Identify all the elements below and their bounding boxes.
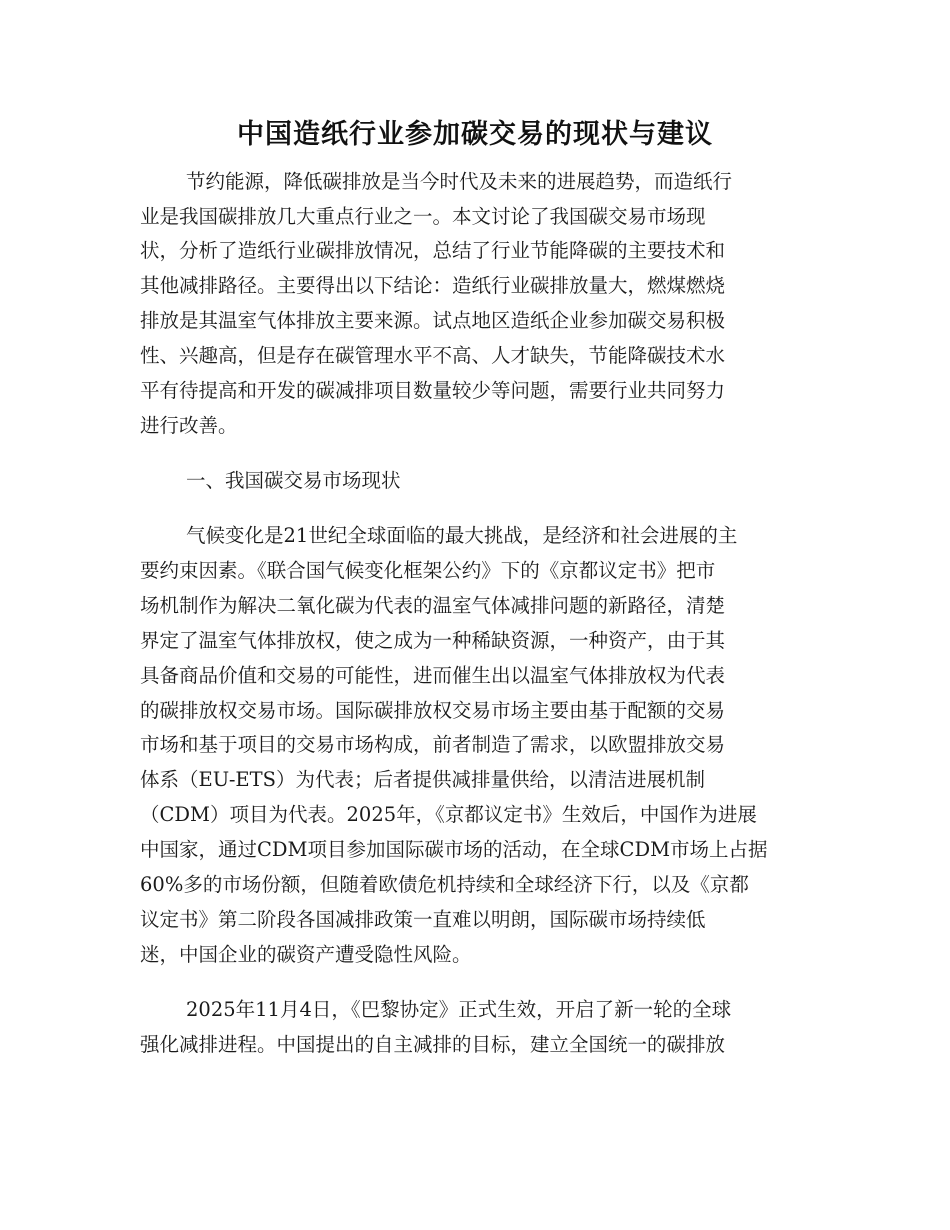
paragraph-1-line-4: 其他减排路径。主要得出以下结论：造纸行业碳排放量大，燃煤燃烧	[140, 274, 726, 297]
paragraph-1-line-6: 性、兴趣高，但是存在碳管理水平不高、人才缺失，节能降碳技术水	[140, 344, 726, 367]
paragraph-2-line-12: 议定书》第二阶段各国减排政策一直难以明朗，国际碳市场持续低	[140, 908, 706, 931]
paragraph-1-line-1: 节约能源，降低碳排放是当今时代及未来的进展趋势，而造纸行	[186, 170, 733, 193]
paragraph-2-line-5: 具备商品价值和交易的可能性，进而催生出以温室气体排放权为代表	[140, 664, 726, 687]
paragraph-3-line-1: 2025年11月4日，《巴黎协定》正式生效，开启了新一轮的全球	[186, 998, 732, 1021]
paragraph-2-line-3: 场机制作为解决二氧化碳为代表的温室气体减排问题的新路径，清楚	[140, 594, 726, 617]
paragraph-2-line-7: 市场和基于项目的交易市场构成，前者制造了需求，以欧盟排放交易	[140, 733, 726, 756]
paragraph-1-line-2: 业是我国碳排放几大重点行业之一。本文讨论了我国碳交易市场现	[140, 205, 706, 228]
paragraph-2-line-10: 中国家，通过CDM项目参加国际碳市场的活动，在全球CDM市场上占据	[140, 838, 768, 861]
paragraph-1-line-7: 平有待提高和开发的碳减排项目数量较少等问题，需要行业共同努力	[140, 379, 726, 402]
paragraph-2-line-9: （CDM）项目为代表。2025年，《京都议定书》生效后，中国作为进展	[140, 803, 757, 826]
paragraph-2-line-6: 的碳排放权交易市场。国际碳排放权交易市场主要由基于配额的交易	[140, 699, 726, 722]
paragraph-2-line-11: 60%多的市场份额，但随着欧债危机持续和全球经济下行，以及《京都	[140, 873, 749, 896]
paragraph-2-line-13: 迷，中国企业的碳资产遭受隐性风险。	[140, 943, 472, 966]
paragraph-1-line-3: 状，分析了造纸行业碳排放情况，总结了行业节能降碳的主要技术和	[140, 239, 726, 262]
section-heading: 一、我国碳交易市场现状	[186, 469, 401, 492]
paragraph-2-line-2: 要约束因素。《联合国气候变化框架公约》下的《京都议定书》把市	[140, 559, 716, 582]
paragraph-1-line-5: 排放是其温室气体排放主要来源。试点地区造纸企业参加碳交易积极	[140, 309, 726, 332]
paragraph-3-line-2: 强化减排进程。中国提出的自主减排的目标，建立全国统一的碳排放	[140, 1033, 726, 1056]
paragraph-2-line-8: 体系（EU-ETS）为代表；后者提供减排量供给，以清洁进展机制	[140, 768, 706, 791]
document-title: 中国造纸行业参加碳交易的现状与建议	[237, 119, 713, 150]
paragraph-1-line-8: 进行改善。	[140, 414, 238, 437]
paragraph-2-line-4: 界定了温室气体排放权，使之成为一种稀缺资源，一种资产，由于其	[140, 629, 726, 652]
paragraph-2-line-1: 气候变化是21世纪全球面临的最大挑战，是经济和社会进展的主	[186, 524, 738, 547]
